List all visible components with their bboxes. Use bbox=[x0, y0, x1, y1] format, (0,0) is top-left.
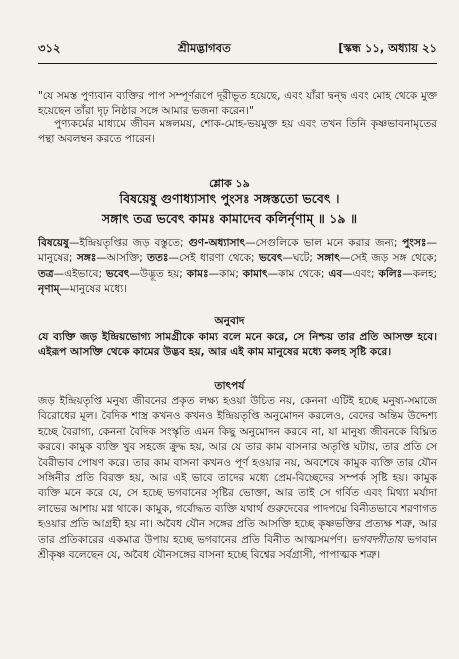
synonym-word: সঙ্গাৎ bbox=[317, 252, 340, 265]
synonym-meaning: সেই জড় সঙ্গ থেকে; bbox=[350, 252, 438, 265]
synonym-word: কলিঃ bbox=[378, 267, 403, 280]
synonym-word: ভবেৎ bbox=[105, 267, 130, 280]
synonym-meaning: উদ্ভূত হয়; bbox=[139, 267, 187, 280]
sloka-number: শ্লোক ১৯ bbox=[209, 177, 250, 190]
page-number: ৩১২ bbox=[38, 41, 61, 55]
synonym-meaning: ঘটে; bbox=[292, 252, 318, 265]
purport-heading: তাৎপর্য bbox=[214, 380, 245, 392]
page-header bbox=[38, 40, 437, 58]
translation-heading: অনুবাদ bbox=[214, 315, 245, 327]
header-rule bbox=[38, 63, 437, 64]
synonym-meaning: এইভাবে; bbox=[64, 267, 106, 280]
synonym-word: পুংসঃ bbox=[402, 237, 427, 249]
purport-body: জড় ইন্দ্রিয়তৃপ্তি মনুষ্য জীবনের প্রকৃত লক্ষ্য হওয়া উচিত নয়, কেননা এটিই হচ্ছে মনুষ্য-সমাজে বিরোধের মূল। বৈদিক শাস্ত্র কখনও কখনও ইন্দ্রিয়তৃপ্তি অনুমোদন করলেও, বেদের অন্তিম উদ্দেশ্য হচ্ছে বৈরাগ্য, কেননা বৈদিক সংস্কৃতি এমন কিছু অনুমোদন করবে না, যা মানুষ্য জীবনকে বিঘ্নিত করবে। কামুক ব্যক্তি খুব সহজে ক্রুদ্ধ হয়, আর যে তার কাম বাসনার অতৃপ্তি ঘটায়, তার প্রতি সে বৈরীভাব পোষণ করে। তার কাম বাসনা কখনও পূর্ণ হওয়ার নয়, অবশেষে কামুক ব্যক্তি তার যৌন সঙ্গিনীর প্রতি বিরক্ত হয়, আর এই ভাবে তাদের মধ্যে প্রেম-বিচ্ছেদের সম্পর্ক সৃষ্টি হয়। কামুক ব্যক্তি মনে করে যে, সে হচ্ছে ভগবানের সৃষ্টির ভোক্তা, আর তাই সে গর্বিত এবং মিথ্যা মর্যাদা লাভের আশায় মগ্ন থাকে। কামুক, গর্বোদ্ধত ব্যক্তি যথার্থ গুরুদেবের পাদপদ্মে বিনীতভাবে শরণাগত হওয়ার প্রতি আগ্রহী হয় না। অবৈধ যৌন সঙ্গের প্রতি আসক্তি হচ্ছে কৃষ্ণভক্তির প্রত্যক্ষ শত্রু, আর তার প্রতিকারের একমাত্র উপায় হচ্ছে ভগবানের প্রতি বিনীত আত্মসমর্পণ। bbox=[38, 395, 437, 546]
book-reference: ভগবদ্গীতায় bbox=[351, 533, 403, 546]
synonym-word: ততঃ bbox=[147, 252, 169, 265]
book-title: শ্রীমদ্ভাগবত bbox=[178, 41, 231, 55]
verse-line-2: সঙ্গাৎ তত্র ভবেৎ কামঃ কামাদেব কলির্নৃণাম্ ॥ ১৯ ॥ bbox=[101, 211, 358, 226]
quote-paragraph: "যে সমস্ত পুণ্যবান ব্যক্তির পাপ সম্পূর্ণরূপে দূরীভূত হয়েছে, এবং যাঁরা দ্বন্দ্ব এবং মোহ থেকে মুক্ত হয়েছেন তাঁরা দৃঢ় নিষ্ঠার সঙ্গে আমার ভজনা করেন।" bbox=[38, 90, 437, 118]
verse-line-1: বিষয়েষু গুণাধ্যাসাৎ পুংসঃ সঙ্গস্ততো ভবেৎ । bbox=[119, 191, 340, 206]
summary-paragraph: পুণ্যকর্মের মাধ্যমে জীবন মঙ্গলময়, শোক-মোহ-ভয়মুক্ত হয় এবং তখন তিনি কৃষ্ণভাবনামৃতের পন্থা অবলম্বন করতে পারেন। bbox=[38, 118, 437, 146]
synonym-meaning: আসক্তি; bbox=[106, 252, 148, 265]
word-synonyms: বিষয়েষু—ইন্দ্রিয়তৃপ্তির জড় বস্তুতে; গুণ-অধ্যাসাৎ—সেগুলিকে ভাল মনে করার জন্য; পুংসঃ—মানুষের; সঙ্গঃ—আসক্তি; ততঃ—সেই ধারণা থেকে; ভবেৎ—ঘটে; সঙ্গাৎ—সেই জড় সঙ্গ থেকে; তত্র—এইভাবে; ভবেৎ—উদ্ভূত হয়; কামঃ—কাম; কামাৎ—কাম থেকে; এব—এবং; কলিঃ—কলহ; নৃণাম্—মানুষের মধ্যে। bbox=[38, 237, 438, 296]
synonym-meaning: সেই ধারণা থেকে; bbox=[178, 252, 259, 265]
synonym-meaning: সেগুলিকে ভাল মনে করার জন্য; bbox=[255, 237, 403, 249]
synonym-meaning: কাম থেকে; bbox=[278, 267, 329, 280]
purport-ending: ভগবান শ্রীকৃষ্ণ বলেছেন যে, অবৈধ যৌনসঙ্গের বাসনা হচ্ছে বিশ্বের সর্বগ্রাসী, পাপাত্মক শত্রু। bbox=[38, 533, 438, 562]
synonym-word: ভবেৎ bbox=[258, 252, 283, 265]
section-reference: [স্কন্ধ ১১, অধ্যায় ২১ bbox=[338, 41, 437, 55]
synonym-meaning: এবং; bbox=[352, 267, 379, 280]
synonym-meaning: মানুষের মধ্যে। bbox=[70, 283, 127, 296]
synonym-word: গুণ-অধ্যাসাৎ bbox=[188, 237, 246, 249]
synonym-word: সঙ্গঃ bbox=[76, 252, 97, 265]
synonym-meaning: মানুষের; bbox=[38, 252, 77, 265]
synonym-word: কামঃ bbox=[186, 267, 209, 280]
synonym-word: বিষয়েষু bbox=[38, 237, 69, 249]
synonym-word: নৃণাম্ bbox=[38, 283, 60, 296]
synonym-word: তত্র bbox=[38, 267, 54, 280]
synonym-word: এব bbox=[328, 267, 343, 280]
translation-text: যে ব্যক্তি জড় ইন্দ্রিয়ভোগ্য সামগ্রীকে কাম্য বলে মনে করে, সে নিশ্চয় তার প্রতি আসক্ত হবে। এইরূপ আসক্তি থেকে কামের উদ্ভব হয়, আর এই কাম মানুষের মধ্যে কলহ সৃষ্টি করে। bbox=[38, 331, 437, 359]
synonym-meaning: কলহ; bbox=[412, 267, 438, 280]
synonym-meaning: ইন্দ্রিয়তৃপ্তির জড় বস্তুতে; bbox=[79, 237, 189, 249]
purport-text bbox=[38, 394, 437, 563]
synonym-word: কামাৎ bbox=[242, 267, 268, 280]
synonym-meaning: কাম; bbox=[219, 267, 243, 280]
